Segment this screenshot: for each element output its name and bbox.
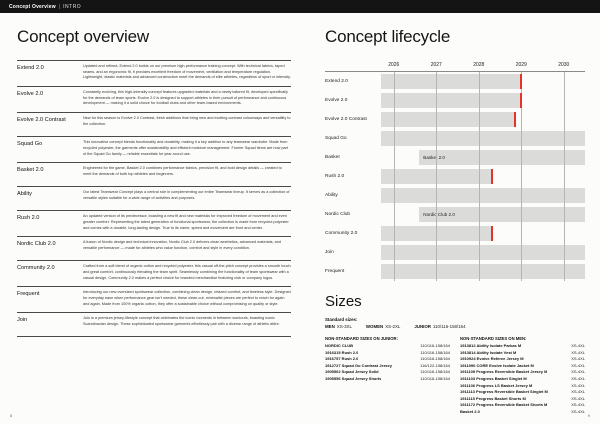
chart-year-label: 2029: [515, 62, 527, 68]
chart-row-label: Evolve 2.0: [325, 98, 348, 103]
concept-overview-title: Concept overview: [17, 27, 149, 46]
chart-row: [325, 91, 585, 110]
size-item-name: Basket 2.0: [460, 408, 480, 414]
size-item-range: XS-4XL: [571, 382, 585, 388]
size-item-range: XS-4XL: [571, 402, 585, 408]
right-page: [325, 27, 585, 416]
chart-year-axis-track: [381, 61, 585, 71]
left-page: [17, 27, 291, 337]
size-list-item: [460, 350, 585, 357]
concept-row: [17, 162, 291, 186]
chart-rows: [325, 72, 585, 281]
chart-row-track: [381, 150, 585, 165]
chart-row-track: [381, 264, 585, 279]
chart-bar: [381, 245, 585, 260]
chart-body: [325, 72, 585, 281]
standard-size-range: 110/116-158/164: [432, 324, 466, 329]
chart-row-track: [381, 226, 585, 241]
chart-bar: [381, 169, 492, 184]
chart-row: [325, 205, 585, 224]
chart-row-track: [381, 169, 585, 184]
chart-bar: [381, 93, 521, 108]
concept-name: Rush 2.0: [17, 215, 40, 222]
size-item-name: 1911115 Progress Basket Shorts M: [460, 395, 526, 401]
size-item-name: 1911106 Progress LS Basket Jersey M: [460, 382, 533, 388]
size-item-name: 1911109 Progress Reversible Basket Jersey M: [460, 369, 548, 375]
chart-row-track: [381, 131, 585, 146]
men-sizes-header: NON-STANDARD SIZES ON MEN:: [460, 336, 527, 341]
chart-row: [325, 243, 585, 262]
concept-description: Introducing our new oversized sportswear collection, combining clean design, relaxed comfort, and timeless style. Designed for everyday ease when performance gear isn't needed, these clean-cut, minimalist pieces are perfect to reach for again and again. Made from 100% organic cotton, they offer a sustainable choice without compromising on quality or style.: [83, 290, 291, 306]
size-list-item: [325, 363, 450, 370]
standard-sizes-row: [325, 324, 585, 329]
size-item-range: 116/122-158/164: [420, 362, 450, 368]
junior-size-list: [325, 343, 450, 383]
standard-size-item: [325, 324, 352, 329]
size-item-range: XS-4XL: [571, 389, 585, 395]
size-item-range: XS-4XL: [571, 395, 585, 401]
chart-row-label: Nordic Club: [325, 212, 351, 217]
chart-year-label: 2028: [473, 62, 485, 68]
size-item-name: 1911103 Progress Basket Singlet M: [460, 375, 527, 381]
size-list-item: [325, 343, 450, 350]
chart-end-marker: [520, 93, 522, 108]
concept-description: New for this season is Evolve 2.0 Contrast, fresh additions that bring new and exciting contrast colourways and versatility to the collection.: [83, 116, 291, 126]
chart-end-marker: [491, 169, 493, 184]
concept-name: Evolve 2.0: [17, 91, 44, 98]
chart-row-track: [381, 93, 585, 108]
standard-size-group: MEN: [325, 324, 335, 329]
chart-bar: [381, 74, 521, 89]
chart-row: [325, 72, 585, 91]
chart-year-label: 2026: [388, 62, 400, 68]
size-item-range: XS-4XL: [571, 349, 585, 355]
junior-sizes-header: NON-STANDARD SIZES ON JUNIOR:: [325, 336, 398, 341]
chart-row-label: Extend 2.0: [325, 79, 348, 84]
concept-row: [17, 236, 291, 260]
lifecycle-chart: [325, 61, 585, 281]
men-sizes-column: [460, 336, 585, 416]
concept-description: Our latest Teamwear Concept plays a central role in complementing our entire Teamwear lineup. It serves as a collection of versatile styles suitable for a wide range of activities and purposes.: [83, 190, 290, 200]
concept-row: [17, 186, 291, 210]
concept-row: [17, 286, 291, 312]
concept-name: Squad Go: [17, 141, 43, 148]
concept-name: Community 2.0: [17, 265, 55, 272]
chart-row-track: [381, 207, 585, 222]
size-item-name: 1911113 Progress Reversible Basket Singlet M: [460, 389, 548, 395]
top-bar-section: INTRO: [63, 3, 82, 10]
chart-year-label: 2027: [430, 62, 442, 68]
chart-row-track: [381, 112, 585, 127]
size-list-item: [460, 343, 585, 350]
top-bar-title: Concept Overview: [9, 3, 56, 10]
size-item-name: 1911990 CORE Evolve Isolate Jacket M: [460, 362, 534, 368]
chart-row-label: Squad Go: [325, 136, 347, 141]
concept-name: Ability: [17, 191, 32, 198]
chart-row-label: Rush 2.0: [325, 174, 345, 179]
concept-name: Nordic Club 2.0: [17, 241, 56, 248]
standard-size-range: XS-3XL: [336, 324, 352, 329]
size-item-name: 1913812 Ability Isolate Parkas M: [460, 343, 522, 348]
size-item-name: NORDIC CLUB: [325, 343, 353, 348]
size-item-name: 1916315 Rush 2.0: [325, 349, 359, 355]
concept-row: [17, 136, 291, 162]
size-item-name: 1905556 Squad Jersey Shorts: [325, 375, 382, 381]
chart-row-track: [381, 188, 585, 203]
concept-description: Updated and refined, Extend 2.0 builds on our premium high-performance training concept. With technical fabrics, taped seams, and an ergonomic fit, it provides excellent freedom of movement, ventilation and temperature regulation. Lightweight, elastic materials and advanced construction meet the demands of elite athletes, regardless of sport or intensity.: [83, 64, 291, 80]
chart-row: [325, 224, 585, 243]
size-list-item: [460, 409, 585, 416]
concept-description: This innovative concept blends functionality and durability, making it a key addition to any teamwear wardrobe. Made from recycled polyester, the garments offer sustainability and efficient moisture management. Former Squad items are now part of the Squad Go family — reliable essentials for year-round use.: [83, 140, 288, 156]
sizes-section: [325, 293, 585, 416]
size-item-range: 110/116-158/164: [420, 369, 450, 375]
size-item-range: XS-4XL: [571, 375, 585, 381]
chart-end-marker: [514, 112, 516, 127]
chart-bar: [381, 112, 515, 127]
concept-row: [17, 260, 291, 286]
chart-end-marker: [491, 226, 493, 241]
size-item-range: XS-4XL: [571, 343, 585, 348]
size-list-item: [460, 389, 585, 396]
chart-end-marker: [520, 74, 522, 89]
chart-row: [325, 186, 585, 205]
top-bar-separator: |: [58, 3, 61, 10]
size-item-range: XS-4XL: [571, 356, 585, 362]
standard-sizes-label: Standard sizes:: [325, 317, 358, 322]
size-list-item: [460, 369, 585, 376]
chart-row-track: [381, 74, 585, 89]
standard-size-item: [366, 324, 400, 329]
chart-year-label: 2030: [558, 62, 570, 68]
chart-bar: [381, 226, 492, 241]
sizes-title: Sizes: [325, 293, 362, 310]
size-item-range: XS-4XL: [571, 408, 585, 414]
chart-row-label: Community 2.0: [325, 231, 358, 236]
concept-name: Extend 2.0: [17, 65, 44, 71]
concept-row: [17, 312, 291, 336]
size-list-item: [325, 369, 450, 376]
concept-name: Join: [17, 317, 28, 324]
page-number-right: 9: [587, 413, 590, 418]
standard-size-group: JUNIOR: [414, 324, 431, 329]
concept-description: Engineered for the game, Basket 2.0 combines performance fabrics, precision fit, and bold design details — created to meet the demands of both top athletes and beginners.: [83, 166, 282, 176]
size-item-range: XS-4XL: [571, 362, 585, 368]
chart-row-label: Join: [325, 250, 334, 255]
size-item-name: 1912727 Squad Go Contrast Jersey: [325, 362, 392, 368]
size-item-range: 110/116-158/164: [420, 375, 450, 381]
size-item-name: 1913814 Ability Isolate Vest M: [460, 349, 517, 355]
chart-row: [325, 129, 585, 148]
non-standard-sizes: [325, 336, 585, 416]
chart-row-label: Ability: [325, 193, 338, 198]
size-item-range: 110/116-158/164: [420, 343, 450, 348]
size-list-item: [460, 383, 585, 390]
concept-description: Join is a premium jersey-lifestyle concept that celebrates the iconic moments in between workouts, boasting iconic Scandinavian design. These sophisticated sportswear garments effortlessly pair with a diverse range of athletic attire.: [83, 316, 280, 327]
standard-size-range: XS-2XL: [385, 324, 401, 329]
concept-row: [17, 210, 291, 236]
concept-name: Evolve 2.0 Contrast: [17, 117, 66, 124]
chart-row-label: Evolve 2.0 Contrast: [325, 117, 367, 122]
chart-row-label: Frequent: [325, 269, 345, 274]
chart-bar: [419, 150, 585, 165]
concept-lifecycle-title: Concept lifecycle: [325, 27, 451, 46]
size-list-item: [460, 376, 585, 383]
chart-bar-label: Nordic Club 2.0: [423, 212, 455, 217]
size-list-item: [325, 350, 450, 357]
concept-description: A fusion of Nordic design and technical innovation, Nordic Club 2.0 delivers clean aesthetics, advanced materials, and versatile performance — made for athletes who value function, comfort and style in every condition.: [83, 240, 281, 250]
concept-name: Frequent: [17, 291, 40, 298]
concept-list: [17, 60, 291, 337]
chart-row-track: [381, 245, 585, 260]
standard-size-group: WOMEN: [365, 324, 384, 329]
junior-sizes-column: [325, 336, 450, 416]
size-list-item: [325, 356, 450, 363]
chart-row: [325, 262, 585, 281]
size-item-range: XS-4XL: [571, 369, 585, 375]
concept-description: Constantly evolving, this high-intensity concept features upgraded materials and a newly tailored fit, developed specifically for the demands of team sports. Evolve 2.0 is designed to support athletes in their pursuit of performance and continuous development — making it a solid choice for football clubs and other team-based environments.: [83, 90, 288, 106]
chart-row: [325, 167, 585, 186]
chart-row-label: Basket: [325, 155, 340, 160]
chart-row: [325, 148, 585, 167]
size-list-item: [460, 402, 585, 409]
concept-row: [17, 86, 291, 112]
chart-bar: [381, 264, 585, 279]
concept-row: [17, 112, 291, 136]
page-number-left: 8: [10, 413, 13, 418]
size-item-name: 1911172 Progress Reversible Basket Shorts M: [460, 402, 548, 408]
concept-row: [17, 60, 291, 86]
size-item-range: 110/116-158/164: [420, 356, 450, 362]
chart-bar: [419, 207, 585, 222]
size-item-name: 1916757 Rush 2.0: [325, 356, 359, 362]
size-item-name: 1910924 Evolve Referee Jersey M: [460, 356, 524, 362]
chart-bar: [381, 131, 585, 146]
size-list-item: [460, 396, 585, 403]
concept-description: Crafted from a soft blend of organic cotton and recycled polyester, this casual off-the-pitch concept provides a smooth touch and great comfort, continuously elevating the team spirit. Seamlessly combining the functionality of team sportswear with a casual design, Community 2.0 makes a perfect choice for branded merchandise featuring club or company logos.: [83, 264, 291, 280]
top-bar: [0, 0, 600, 13]
size-list-item: [325, 376, 450, 383]
concept-description: An updated version of its predecessor, boasting a new fit and new materials for improved freedom of movement and even greater comfort. Representing the latest generation of functional sportswear, the collection is made from recycled polyester and comes with a durable, long-lasting design. True to its name, speed and movement are front and center.: [83, 214, 289, 230]
chart-year-axis: [325, 61, 585, 72]
size-item-name: 1905562 Squad Jersey Solid: [325, 369, 379, 375]
concept-name: Basket 2.0: [17, 167, 44, 174]
size-list-item: [460, 356, 585, 363]
size-list-item: [460, 363, 585, 370]
chart-bar: [381, 188, 585, 203]
standard-size-item: [414, 324, 465, 329]
chart-row: [325, 110, 585, 129]
size-item-range: 110/116-158/164: [420, 349, 450, 355]
men-size-list: [460, 343, 585, 416]
chart-bar-label: Basket 2.0: [423, 155, 445, 160]
